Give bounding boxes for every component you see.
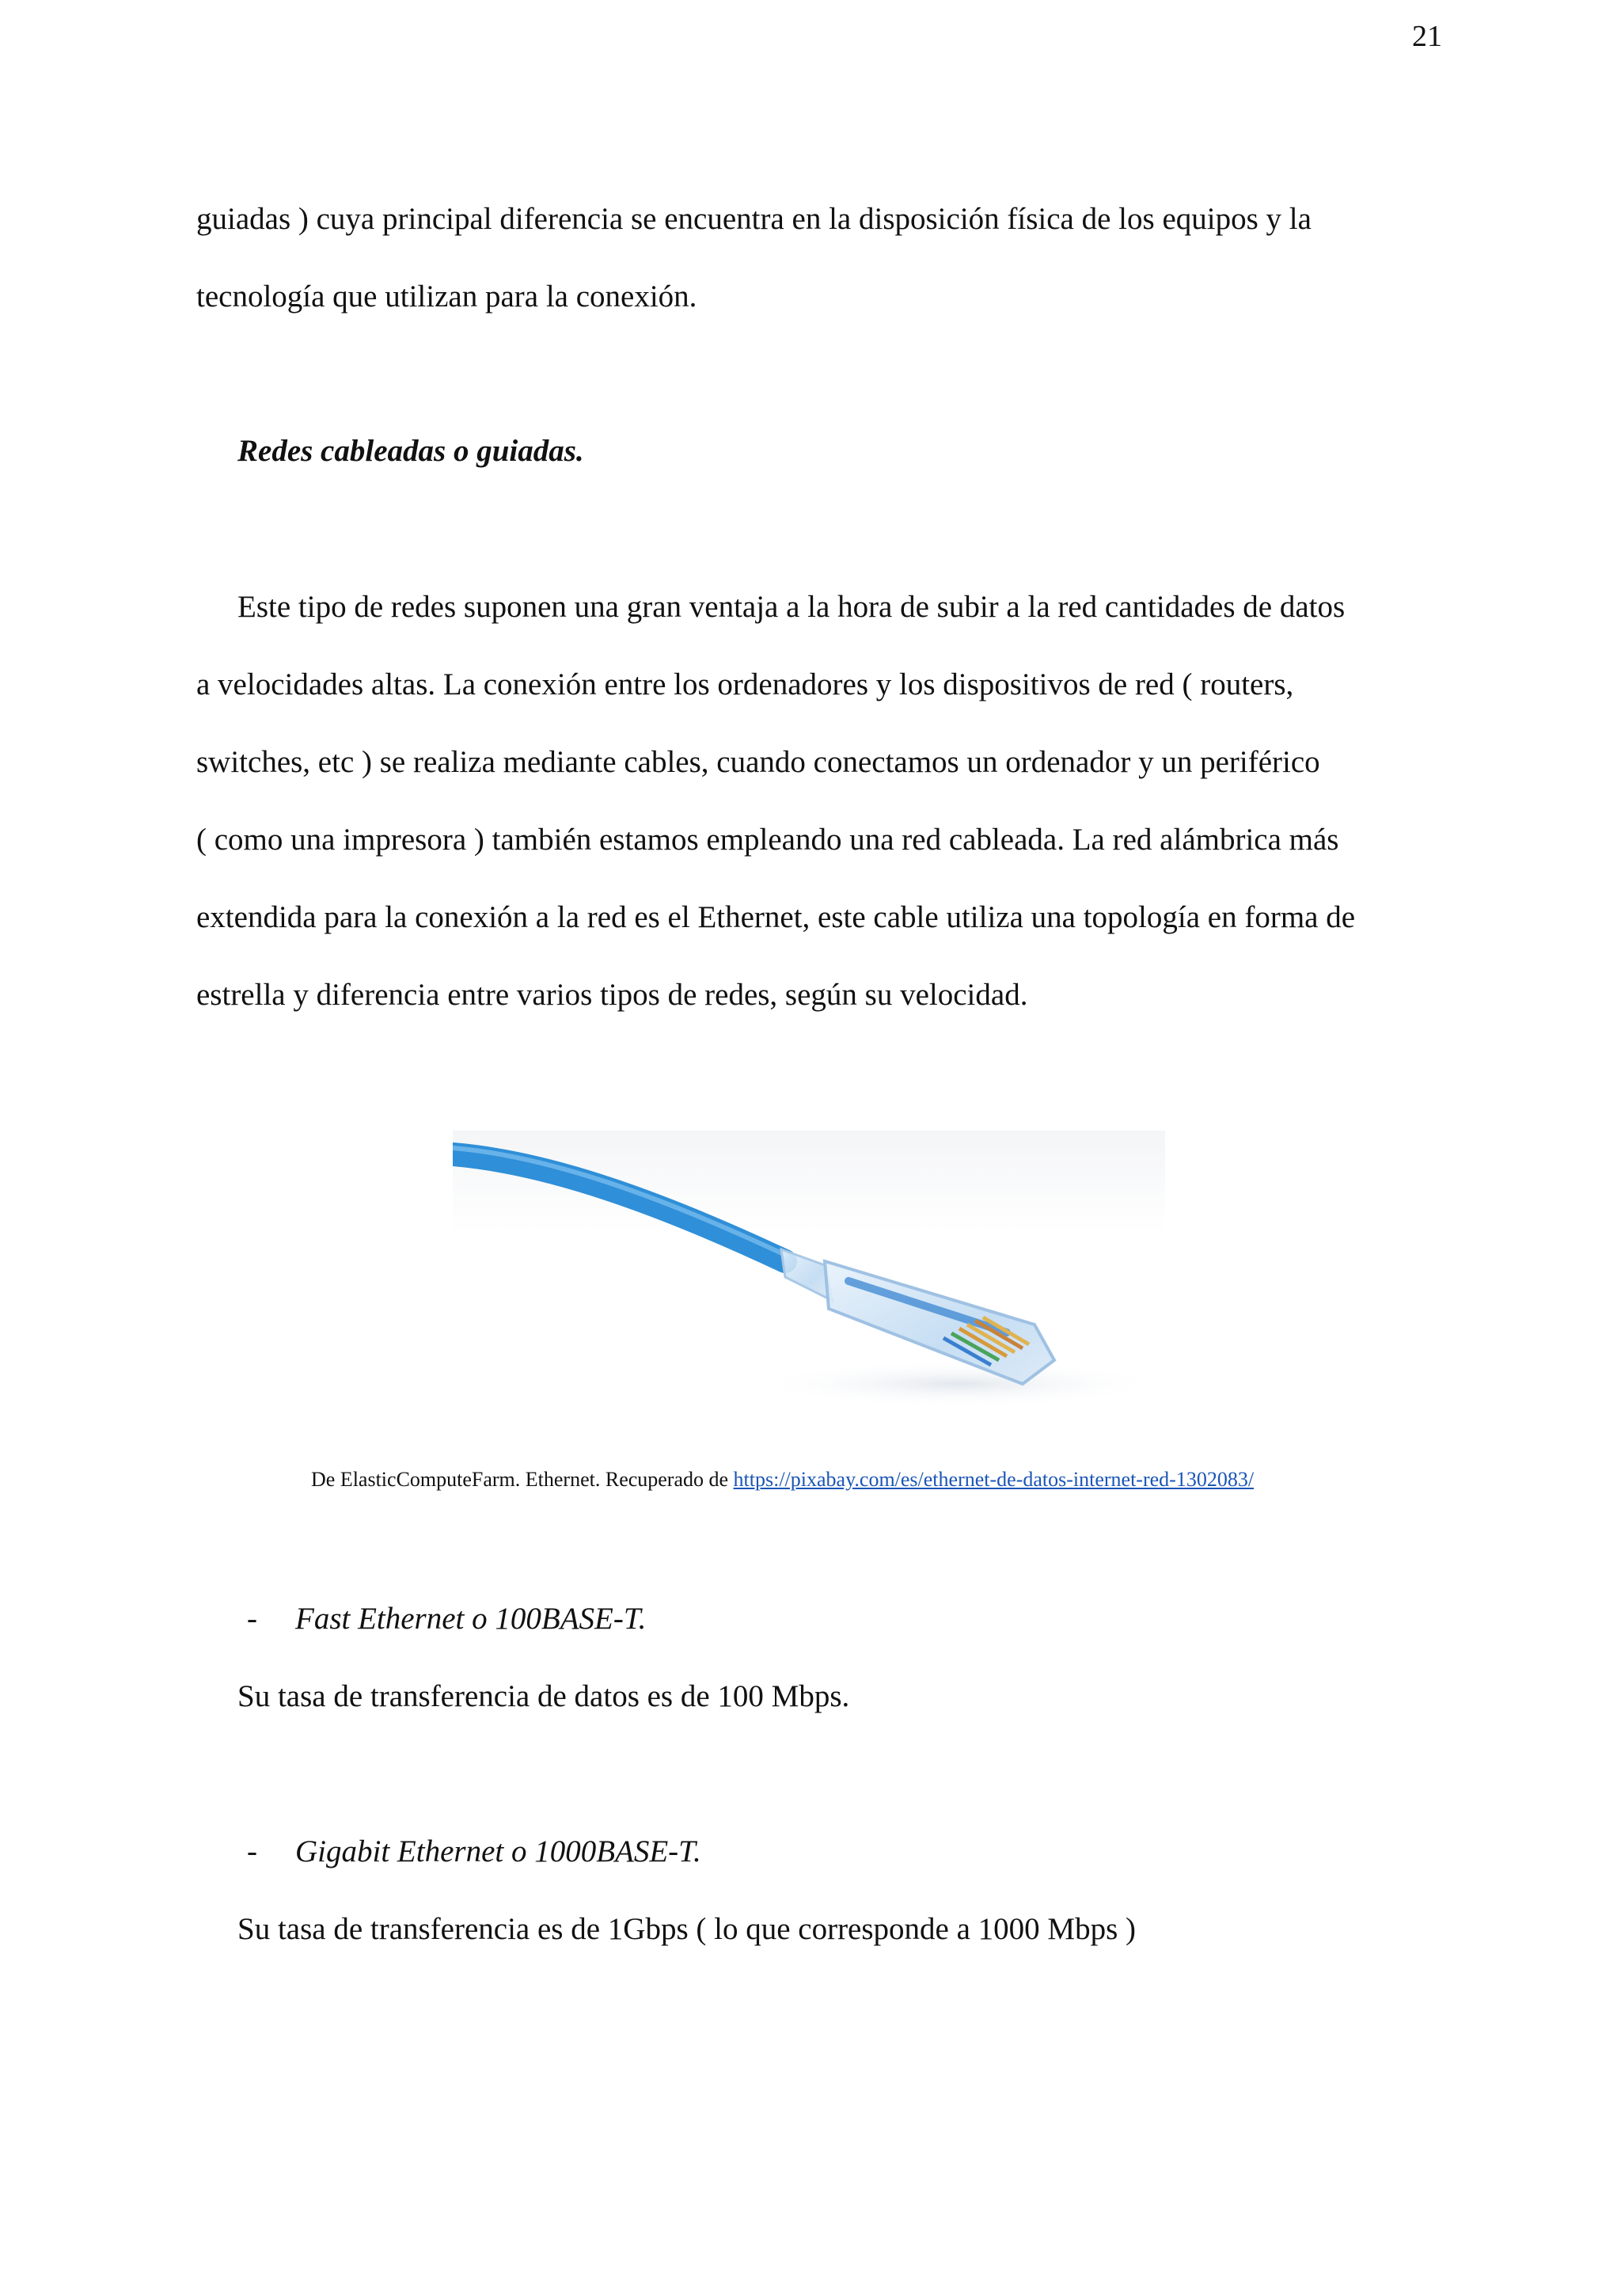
ethernet-cable-image: [453, 1131, 1165, 1424]
caption-link[interactable]: https://pixabay.com/es/ethernet-de-datos-internet-red-1302083/: [733, 1468, 1255, 1491]
intro-line: tecnología que utilizan para la conexión.: [196, 279, 697, 314]
list-item-title: Fast Ethernet o 100BASE-T.: [295, 1602, 647, 1636]
list-item-title: Gigabit Ethernet o 1000BASE-T.: [295, 1834, 701, 1868]
paragraph-line: switches, etc ) se realiza mediante cables, cuando conectamos un ordenador y un periférico: [196, 745, 1320, 779]
paragraph-line: extendida para la conexión a la red es el Ethernet, este cable utiliza una topología en forma de: [196, 900, 1356, 934]
paragraph-line: a velocidades altas. La conexión entre los ordenadores y los dispositivos de red ( routers,: [196, 667, 1294, 701]
list-item-description: Su tasa de transferencia de datos es de 100 Mbps.: [237, 1679, 850, 1713]
list-dash: -: [247, 1834, 257, 1868]
figure-caption: [311, 1466, 1254, 1493]
paragraph-line: Este tipo de redes suponen una gran ventaja a la hora de subir a la red cantidades de datos: [237, 590, 1346, 624]
cable-body: [453, 1154, 785, 1261]
page-number: 21: [1412, 20, 1442, 53]
intro-line: guiadas ) cuya principal diferencia se encuentra en la disposición física de los equipos y la: [196, 202, 1312, 236]
caption-text: De ElasticComputeFarm. Ethernet. Recuperado de: [311, 1468, 734, 1491]
paragraph-line: ( como una impresora ) también estamos empleando una red cableada. La red alámbrica más: [196, 823, 1339, 857]
section-heading: Redes cableadas o guiadas.: [237, 434, 584, 468]
paragraph-line: estrella y diferencia entre varios tipos de redes, según su velocidad.: [196, 978, 1028, 1012]
list-item-description: Su tasa de transferencia es de 1Gbps ( lo que corresponde a 1000 Mbps ): [237, 1912, 1136, 1946]
list-dash: -: [247, 1602, 257, 1636]
